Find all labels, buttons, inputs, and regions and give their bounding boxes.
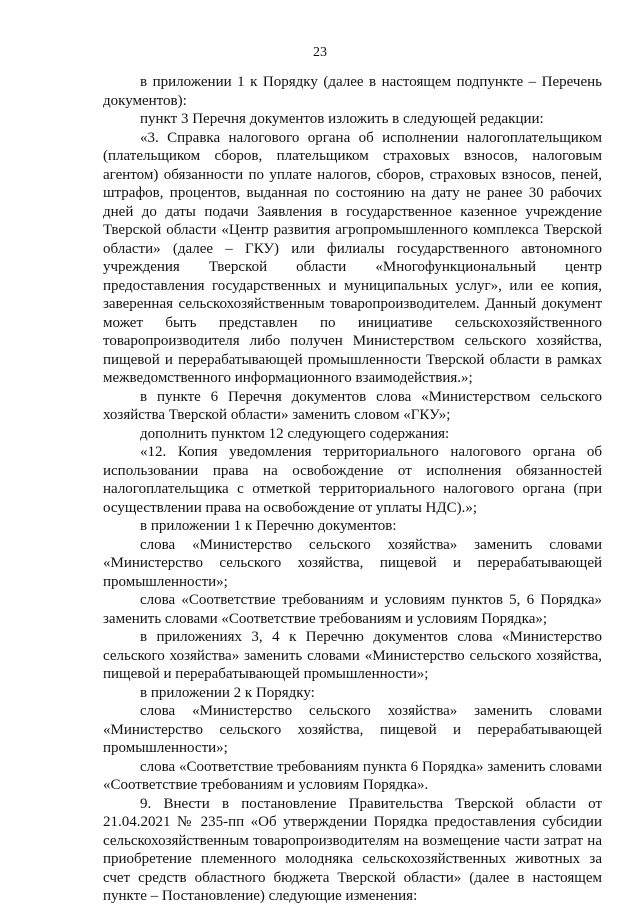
paragraph-item12-text: «12. Копия уведомления территориального налогового органа об использовании права на освобождение от исполнения обязанностей налогоплательщика с отметкой территориального налогового органа (при осуществлении права на освобождение от уплаты НДС).»; <box>103 444 602 516</box>
paragraph-item12-intro: дополнить пунктом 12 следующего содержания: <box>140 425 450 442</box>
paragraph-annex2-compliance: слова «Соответствие требованиям пункта 6 Порядка» заменить словами «Соответствие требованиям и условиям Порядка». <box>103 758 602 793</box>
paragraph-annex3-4-ministry: в приложениях 3, 4 к Перечню документов слова «Министерство сельского хозяйства» заменить словами «Министерство сельского хозяйства, пищевой и перерабатывающей промышленности»; <box>103 629 602 682</box>
paragraph-section9: 9. Внести в постановление Правительства Тверской области от 21.04.2021 № 235-пп «Об утверждении Порядка предоставления субсидии сельскохозяйственным товаропроизводителям на возмещение части затрат на приобретение племенного молодняка сельскохозяйственных животных за счет средств областного бюджета Тверской области» (далее в настоящем пункте – Постановление) следующие изменения: <box>103 795 602 904</box>
paragraph-annex2-header: в приложении 2 к Порядку: <box>140 684 315 701</box>
paragraph-annex1-ministry: слова «Министерство сельского хозяйства» заменить словами «Министерство сельского хозяйства, пищевой и перерабатывающей промышленности»; <box>103 536 602 590</box>
paragraph-annex1-list-header: в приложении 1 к Перечню документов: <box>140 518 397 534</box>
document-body <box>103 73 602 906</box>
paragraph-annex1-compliance: слова «Соответствие требованиям и условиям пунктов 5, 6 Порядка» заменить словами «Соответствие требованиям и условиям Порядка»; <box>103 592 602 627</box>
paragraph-item3-intro: пункт 3 Перечня документов изложить в следующей редакции: <box>140 111 544 127</box>
paragraph-item3-text: «3. Справка налогового органа об исполнении налогоплательщиком (плательщиком сборов, плательщиком страховых взносов, налоговым агентом) обязанности по уплате налогов, сборов, страховых взносов, пеней, штрафов, процентов, выданная по состоянию на дату не ранее 30 рабочих дней до даты подачи Заявления в государственное казенное учреждение Тверской области «Центр развития агропромышленного комплекса Тверской области» (далее – ГКУ) или филиалы государственного автономного учреждения Тверской области «Многофункциональный центр предоставления государственных и муниципальных услуг», или ее копия, заверенная сельскохозяйственным товаропроизводителем. Данный документ может быть представлен по инициативе сельскохозяйственного товаропроизводителя либо получен Министерством сельского хозяйства, пищевой и перерабатывающей промышленности Тверской области в рамках межведомственного информационного взаимодействия.»; <box>103 129 602 386</box>
paragraph-annex2-ministry: слова «Министерство сельского хозяйства» заменить словами «Министерство сельского хозяйства, пищевой и перерабатывающей промышленности»; <box>103 703 602 756</box>
paragraph-annex1-header: в приложении 1 к Порядку (далее в настоящем подпункте – Перечень документов): <box>103 74 602 109</box>
paragraph-item6-change: в пункте 6 Перечня документов слова «Министерством сельского хозяйства Тверской области» заменить словом «ГКУ»; <box>103 388 602 423</box>
page-number: 23 <box>313 45 327 60</box>
